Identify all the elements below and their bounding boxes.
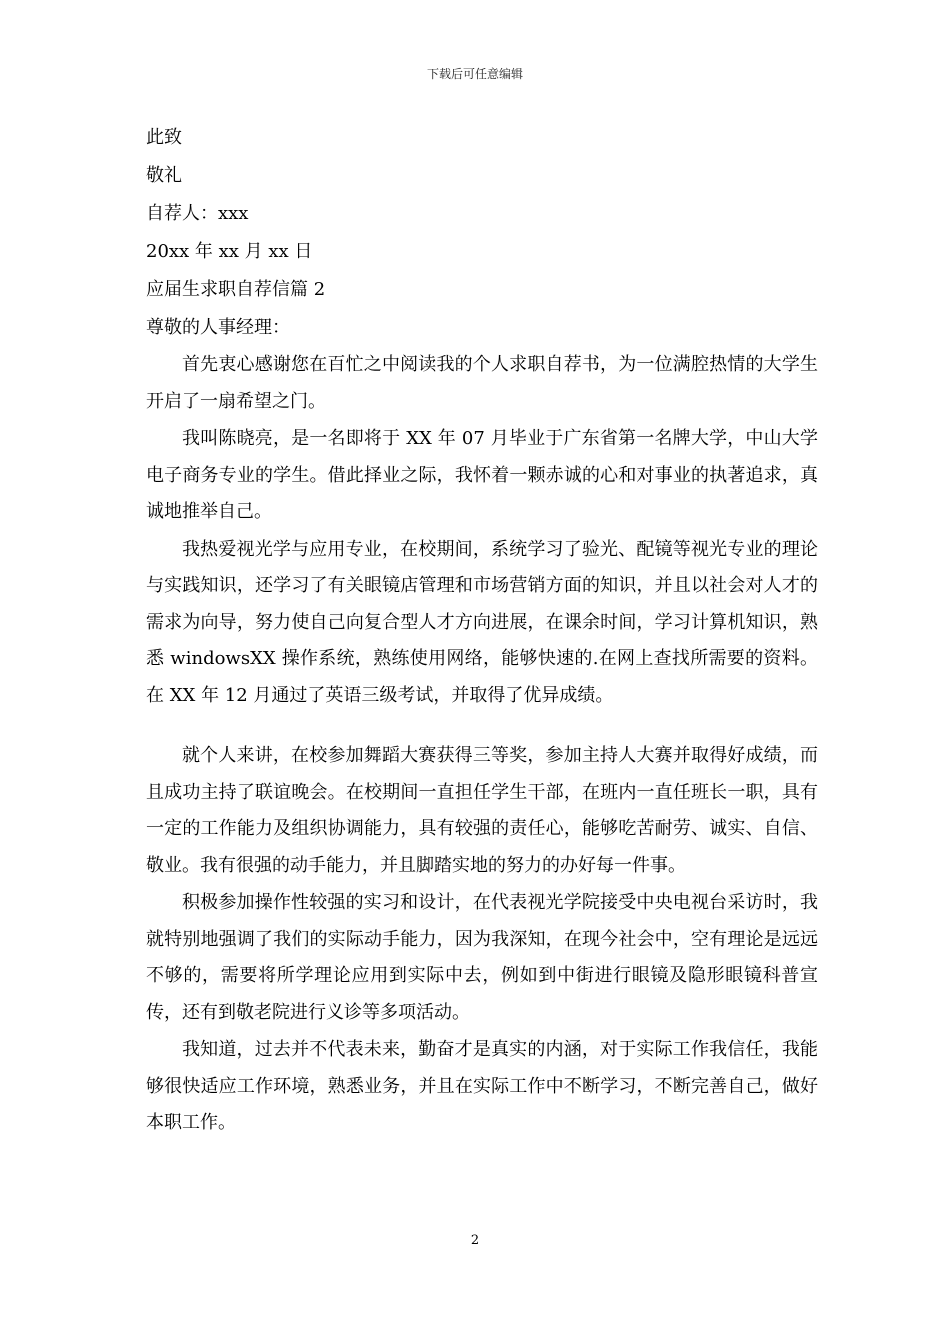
signer-line: 自荐人：xxx — [146, 203, 249, 224]
date-line: 20xx 年 xx 月 xx 日 — [146, 241, 313, 262]
paragraph: 我叫陈晓亮，是一名即将于 XX 年 07 月毕业于广东省第一名牌大学，中山大学电子商务专业的学生。借此择业之际，我怀着一颗赤诚的心和对事业的执著追求，真诚地推举自己。 — [146, 428, 818, 522]
paragraph: 我热爱视光学与应用专业，在校期间，系统学习了验光、配镜等视光专业的理论与实践知识，还学习了有关眼镜店管理和市场营销方面的知识，并且以社会对人才的需求为向导，努力使自己向复合型人才方向进展，在课余时间，学习计算机知识，熟悉 windowsXX 操作系统，熟练使用网络，能够快速的.在网上查找所需要的资料。在 XX 年 12 月通过了英语三级考试，并取得了优异成绩。 — [146, 538, 818, 706]
section-title: 应届生求职自荐信篇 2 — [146, 279, 326, 300]
closing-line-2: 敬礼 — [146, 165, 182, 186]
paragraph: 就个人来讲，在校参加舞蹈大赛获得三等奖，参加主持人大赛并取得好成绩，而且成功主持了联谊晚会。在校期间一直担任学生干部，在班内一直任班长一职，具有一定的工作能力及组织协调能力，具有较强的责任心，能够吃苦耐劳、诚实、自信、敬业。我有很强的动手能力，并且脚踏实地的努力的办好每一件事。 — [146, 745, 818, 876]
paragraph: 积极参加操作性较强的实习和设计，在代表视光学院接受中央电视台采访时，我就特别地强调了我们的实际动手能力，因为我深知，在现今社会中，空有理论是远远不够的，需要将所学理论应用到实际中去，例如到中街进行眼镜及隐形眼镜科普宣传，还有到敬老院进行义诊等多项活动。 — [146, 892, 818, 1023]
page-number: 2 — [470, 1233, 480, 1248]
paragraph: 我知道，过去并不代表未来，勤奋才是真实的内涵，对于实际工作我信任，我能够很快适应工作环境，熟悉业务，并且在实际工作中不断学习，不断完善自己，做好本职工作。 — [146, 1039, 818, 1133]
paragraph: 首先衷心感谢您在百忙之中阅读我的个人求职自荐书，为一位满腔热情的大学生开启了一扇希望之门。 — [146, 354, 818, 412]
letter-body — [146, 119, 818, 1142]
page-header-note: 下载后可任意编辑 — [426, 67, 523, 81]
salutation: 尊敬的人事经理： — [146, 317, 290, 338]
closing-line-1: 此致 — [146, 127, 182, 148]
